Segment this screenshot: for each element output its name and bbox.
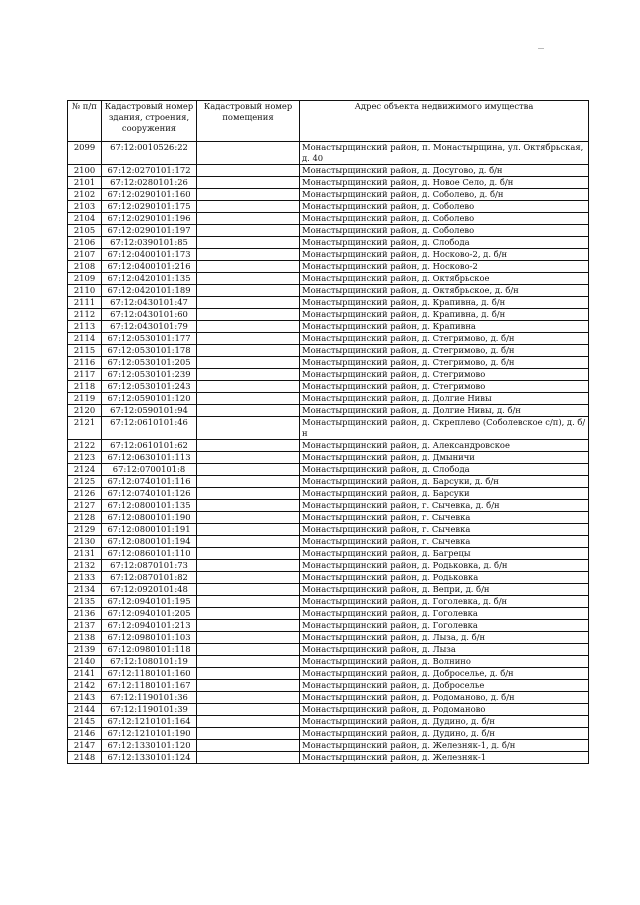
- row-number: 2115: [68, 345, 102, 357]
- property-address: Монастырщинский район, д. Гоголевка: [300, 608, 589, 620]
- property-address: Монастырщинский район, д. Доброселье: [300, 680, 589, 692]
- row-number: 2114: [68, 333, 102, 345]
- cadastral-building-number: 67:12:0280101:26: [102, 177, 197, 189]
- table-row: [68, 644, 589, 656]
- cadastral-building-number: 67:12:0920101:48: [102, 584, 197, 596]
- property-address: Монастырщинский район, д. Носково-2: [300, 261, 589, 273]
- cadastral-premises-number: [197, 213, 300, 225]
- cadastral-premises-number: [197, 369, 300, 381]
- cadastral-building-number: 67:12:0800101:135: [102, 500, 197, 512]
- cadastral-premises-number: [197, 488, 300, 500]
- cadastral-premises-number: [197, 321, 300, 333]
- cadastral-premises-number: [197, 620, 300, 632]
- cadastral-premises-number: [197, 345, 300, 357]
- cadastral-premises-number: [197, 668, 300, 680]
- cadastral-premises-number: [197, 201, 300, 213]
- table-row: [68, 213, 589, 225]
- cadastral-premises-number: [197, 584, 300, 596]
- header-cadastral-building: Кадастровый номер здания, строения, сооружения: [102, 101, 197, 142]
- table-row: [68, 512, 589, 524]
- table-row: [68, 381, 589, 393]
- cadastral-premises-number: [197, 692, 300, 704]
- row-number: 2133: [68, 572, 102, 584]
- cadastral-building-number: 67:12:0010526:22: [102, 142, 197, 165]
- row-number: 2148: [68, 752, 102, 764]
- property-address: Монастырщинский район, д. Дмыничи: [300, 452, 589, 464]
- table-row: [68, 608, 589, 620]
- cadastral-premises-number: [197, 452, 300, 464]
- property-address: Монастырщинский район, д. Слобода: [300, 464, 589, 476]
- cadastral-building-number: 67:12:0630101:113: [102, 452, 197, 464]
- table-row: [68, 452, 589, 464]
- row-number: 2132: [68, 560, 102, 572]
- table-row: [68, 189, 589, 201]
- cadastral-premises-number: [197, 249, 300, 261]
- row-number: 2124: [68, 464, 102, 476]
- property-address: Монастырщинский район, д. Багрецы: [300, 548, 589, 560]
- row-number: 2119: [68, 393, 102, 405]
- cadastral-premises-number: [197, 165, 300, 177]
- property-address: Монастырщинский район, д. Железняк-1, д. б/н: [300, 740, 589, 752]
- cadastral-building-number: 67:12:1190101:36: [102, 692, 197, 704]
- cadastral-building-number: 67:12:0940101:195: [102, 596, 197, 608]
- table-row: [68, 596, 589, 608]
- row-number: 2120: [68, 405, 102, 417]
- property-address: Монастырщинский район, д. Крапивна: [300, 321, 589, 333]
- cadastral-premises-number: [197, 656, 300, 668]
- cadastral-building-number: 67:12:0530101:178: [102, 345, 197, 357]
- cadastral-building-number: 67:12:0420101:135: [102, 273, 197, 285]
- cadastral-building-number: 67:12:0530101:243: [102, 381, 197, 393]
- cadastral-building-number: 67:12:1210101:164: [102, 716, 197, 728]
- row-number: 2100: [68, 165, 102, 177]
- property-address: Монастырщинский район, д. Долгие Нивы: [300, 393, 589, 405]
- cadastral-building-number: 67:12:0530101:177: [102, 333, 197, 345]
- row-number: 2111: [68, 297, 102, 309]
- row-number: 2134: [68, 584, 102, 596]
- property-address: Монастырщинский район, д. Соболево: [300, 213, 589, 225]
- row-number: 2145: [68, 716, 102, 728]
- table-row: [68, 680, 589, 692]
- row-number: 2144: [68, 704, 102, 716]
- row-number: 2123: [68, 452, 102, 464]
- property-address: Монастырщинский район, д. Стегримово, д. б/н: [300, 345, 589, 357]
- property-address: Монастырщинский район, д. Волнино: [300, 656, 589, 668]
- property-address: Монастырщинский район, д. Соболево: [300, 201, 589, 213]
- cadastral-building-number: 67:12:0610101:62: [102, 440, 197, 452]
- table-row: [68, 536, 589, 548]
- property-address: Монастырщинский район, д. Железняк-1: [300, 752, 589, 764]
- cadastral-building-number: 67:12:0400101:173: [102, 249, 197, 261]
- cadastral-premises-number: [197, 273, 300, 285]
- cadastral-premises-number: [197, 405, 300, 417]
- property-address: Монастырщинский район, д. Новое Село, д. б/н: [300, 177, 589, 189]
- cadastral-premises-number: [197, 189, 300, 201]
- property-address: Монастырщинский район, д. Крапивна, д. б/н: [300, 309, 589, 321]
- cadastral-building-number: 67:12:0530101:239: [102, 369, 197, 381]
- row-number: 2137: [68, 620, 102, 632]
- cadastral-building-number: 67:12:0400101:216: [102, 261, 197, 273]
- table-row: [68, 500, 589, 512]
- cadastral-building-number: 67:12:1180101:160: [102, 668, 197, 680]
- row-number: 2110: [68, 285, 102, 297]
- table-row: [68, 165, 589, 177]
- row-number: 2129: [68, 524, 102, 536]
- property-address: Монастырщинский район, д. Долгие Нивы, д. б/н: [300, 405, 589, 417]
- row-number: 2117: [68, 369, 102, 381]
- table-row: [68, 225, 589, 237]
- table-row: [68, 177, 589, 189]
- cadastral-building-number: 67:12:0800101:191: [102, 524, 197, 536]
- cadastral-building-number: 67:12:0290101:197: [102, 225, 197, 237]
- cadastral-premises-number: [197, 560, 300, 572]
- cadastral-premises-number: [197, 728, 300, 740]
- cadastral-building-number: 67:12:0430101:47: [102, 297, 197, 309]
- row-number: 2125: [68, 476, 102, 488]
- row-number: 2127: [68, 500, 102, 512]
- property-address: Монастырщинский район, д. Родьковка: [300, 572, 589, 584]
- property-address: Монастырщинский район, д. Носково-2, д. б/н: [300, 249, 589, 261]
- table-row: [68, 476, 589, 488]
- row-number: 2109: [68, 273, 102, 285]
- row-number: 2099: [68, 142, 102, 165]
- row-number: 2122: [68, 440, 102, 452]
- cadastral-premises-number: [197, 536, 300, 548]
- property-address: Монастырщинский район, д. Лыза, д. б/н: [300, 632, 589, 644]
- cadastral-building-number: 67:12:0290101:196: [102, 213, 197, 225]
- table-row: [68, 632, 589, 644]
- cadastral-premises-number: [197, 417, 300, 440]
- table-row: [68, 297, 589, 309]
- property-address: Монастырщинский район, д. Родьковка, д. б/н: [300, 560, 589, 572]
- row-number: 2113: [68, 321, 102, 333]
- cadastral-building-number: 67:12:0290101:160: [102, 189, 197, 201]
- property-address: Монастырщинский район, г. Сычевка: [300, 512, 589, 524]
- cadastral-premises-number: [197, 225, 300, 237]
- row-number: 2116: [68, 357, 102, 369]
- property-address: Монастырщинский район, д. Барсуки, д. б/н: [300, 476, 589, 488]
- table-row: [68, 249, 589, 261]
- row-number: 2139: [68, 644, 102, 656]
- table-row: [68, 740, 589, 752]
- cadastral-premises-number: [197, 500, 300, 512]
- cadastral-building-number: 67:12:0800101:190: [102, 512, 197, 524]
- cadastral-building-number: 67:12:0980101:103: [102, 632, 197, 644]
- row-number: 2102: [68, 189, 102, 201]
- property-address: Монастырщинский район, д. Родомановo, д. б/н: [300, 692, 589, 704]
- cadastral-building-number: 67:12:0980101:118: [102, 644, 197, 656]
- cadastral-premises-number: [197, 142, 300, 165]
- table-row: [68, 142, 589, 165]
- cadastral-building-number: 67:12:0430101:60: [102, 309, 197, 321]
- table-row: [68, 584, 589, 596]
- cadastral-premises-number: [197, 261, 300, 273]
- table-row: [68, 345, 589, 357]
- cadastral-building-number: 67:12:0390101:85: [102, 237, 197, 249]
- table-row: [68, 357, 589, 369]
- property-address: Монастырщинский район, г. Сычевка: [300, 536, 589, 548]
- property-address: Монастырщинский район, д. Стегримово: [300, 369, 589, 381]
- cadastral-building-number: 67:12:0940101:205: [102, 608, 197, 620]
- row-number: 2138: [68, 632, 102, 644]
- property-address: Монастырщинский район, д. Стегримово: [300, 381, 589, 393]
- property-registry-table: [67, 100, 589, 764]
- table-row: [68, 369, 589, 381]
- property-address: Монастырщинский район, д. Соболево: [300, 225, 589, 237]
- cadastral-building-number: 67:12:0420101:189: [102, 285, 197, 297]
- row-number: 2126: [68, 488, 102, 500]
- row-number: 2130: [68, 536, 102, 548]
- cadastral-building-number: 67:12:1330101:124: [102, 752, 197, 764]
- property-address: Монастырщинский район, п. Монастырщина, ул. Октябрьская, д. 40: [300, 142, 589, 165]
- cadastral-building-number: 67:12:0800101:194: [102, 536, 197, 548]
- table-row: [68, 488, 589, 500]
- table-row: [68, 417, 589, 440]
- cadastral-building-number: 67:12:1330101:120: [102, 740, 197, 752]
- property-address: Монастырщинский район, д. Скреплево (Соболевское с/п), д. б/н: [300, 417, 589, 440]
- cadastral-building-number: 67:12:0610101:46: [102, 417, 197, 440]
- cadastral-premises-number: [197, 512, 300, 524]
- cadastral-building-number: 67:12:0430101:79: [102, 321, 197, 333]
- cadastral-premises-number: [197, 285, 300, 297]
- property-address: Монастырщинский район, д. Дудино, д. б/н: [300, 716, 589, 728]
- table-row: [68, 464, 589, 476]
- table-row: [68, 261, 589, 273]
- table-row: [68, 524, 589, 536]
- cadastral-premises-number: [197, 548, 300, 560]
- table-row: [68, 237, 589, 249]
- table-row: [68, 309, 589, 321]
- cadastral-premises-number: [197, 440, 300, 452]
- property-address: Монастырщинский район, г. Сычевка: [300, 524, 589, 536]
- header-num: № п/п: [68, 101, 102, 142]
- table-row: [68, 393, 589, 405]
- cadastral-building-number: 67:12:0870101:82: [102, 572, 197, 584]
- property-address: Монастырщинский район, д. Доброселье, д. б/н: [300, 668, 589, 680]
- property-address: Монастырщинский район, д. Барсуки: [300, 488, 589, 500]
- table-row: [68, 321, 589, 333]
- property-address: Монастырщинский район, д. Стегримово, д. б/н: [300, 357, 589, 369]
- property-address: Монастырщинский район, д. Соболево, д. б/н: [300, 189, 589, 201]
- property-address: Монастырщинский район, д. Октябрьское: [300, 273, 589, 285]
- cadastral-building-number: 67:12:0590101:94: [102, 405, 197, 417]
- row-number: 2143: [68, 692, 102, 704]
- table-row: [68, 285, 589, 297]
- cadastral-premises-number: [197, 297, 300, 309]
- row-number: 2107: [68, 249, 102, 261]
- cadastral-building-number: 67:12:1080101:19: [102, 656, 197, 668]
- row-number: 2136: [68, 608, 102, 620]
- table-row: [68, 704, 589, 716]
- cadastral-premises-number: [197, 704, 300, 716]
- property-address: Монастырщинский район, д. Крапивна, д. б/н: [300, 297, 589, 309]
- property-address: Монастырщинский район, д. Родоманово: [300, 704, 589, 716]
- row-number: 2141: [68, 668, 102, 680]
- scan-mark: [538, 48, 544, 49]
- property-address: Монастырщинский район, д. Александровское: [300, 440, 589, 452]
- cadastral-premises-number: [197, 237, 300, 249]
- cadastral-premises-number: [197, 596, 300, 608]
- cadastral-premises-number: [197, 608, 300, 620]
- table-row: [68, 560, 589, 572]
- table-row: [68, 440, 589, 452]
- table-body: [68, 142, 589, 764]
- table-header-row: [68, 101, 589, 142]
- property-address: Монастырщинский район, д. Октябрьское, д. б/н: [300, 285, 589, 297]
- cadastral-premises-number: [197, 524, 300, 536]
- property-address: Монастырщинский район, д. Дудино, д. б/н: [300, 728, 589, 740]
- table-row: [68, 333, 589, 345]
- table-row: [68, 201, 589, 213]
- property-address: Монастырщинский район, д. Стегримово, д. б/н: [300, 333, 589, 345]
- cadastral-building-number: 67:12:0700101:8: [102, 464, 197, 476]
- row-number: 2105: [68, 225, 102, 237]
- table-row: [68, 405, 589, 417]
- table-row: [68, 572, 589, 584]
- row-number: 2118: [68, 381, 102, 393]
- cadastral-premises-number: [197, 740, 300, 752]
- property-address: Монастырщинский район, д. Лыза: [300, 644, 589, 656]
- table-row: [68, 728, 589, 740]
- row-number: 2128: [68, 512, 102, 524]
- property-address: Монастырщинский район, д. Гоголевка, д. б/н: [300, 596, 589, 608]
- cadastral-premises-number: [197, 333, 300, 345]
- property-address: Монастырщинский район, д. Слобода: [300, 237, 589, 249]
- cadastral-premises-number: [197, 309, 300, 321]
- row-number: 2147: [68, 740, 102, 752]
- table-row: [68, 620, 589, 632]
- row-number: 2140: [68, 656, 102, 668]
- cadastral-building-number: 67:12:0860101:110: [102, 548, 197, 560]
- cadastral-building-number: 67:12:0270101:172: [102, 165, 197, 177]
- cadastral-premises-number: [197, 393, 300, 405]
- cadastral-building-number: 67:12:0530101:205: [102, 357, 197, 369]
- cadastral-premises-number: [197, 177, 300, 189]
- cadastral-building-number: 67:12:0870101:73: [102, 560, 197, 572]
- row-number: 2131: [68, 548, 102, 560]
- cadastral-premises-number: [197, 476, 300, 488]
- cadastral-premises-number: [197, 680, 300, 692]
- cadastral-premises-number: [197, 357, 300, 369]
- cadastral-building-number: 67:12:0740101:116: [102, 476, 197, 488]
- table-row: [68, 668, 589, 680]
- cadastral-building-number: 67:12:0940101:213: [102, 620, 197, 632]
- row-number: 2101: [68, 177, 102, 189]
- cadastral-premises-number: [197, 644, 300, 656]
- row-number: 2112: [68, 309, 102, 321]
- cadastral-building-number: 67:12:0740101:126: [102, 488, 197, 500]
- table-row: [68, 548, 589, 560]
- cadastral-premises-number: [197, 716, 300, 728]
- table-row: [68, 273, 589, 285]
- row-number: 2121: [68, 417, 102, 440]
- cadastral-premises-number: [197, 632, 300, 644]
- row-number: 2104: [68, 213, 102, 225]
- table-row: [68, 716, 589, 728]
- cadastral-building-number: 67:12:1190101:39: [102, 704, 197, 716]
- header-address: Адрес объекта недвижимого имущества: [300, 101, 589, 142]
- table-row: [68, 656, 589, 668]
- property-address: Монастырщинский район, д. Вепри, д. б/н: [300, 584, 589, 596]
- table-row: [68, 752, 589, 764]
- row-number: 2135: [68, 596, 102, 608]
- row-number: 2106: [68, 237, 102, 249]
- cadastral-building-number: 67:12:0590101:120: [102, 393, 197, 405]
- header-cadastral-premises: Кадастровый номер помещения: [197, 101, 300, 142]
- table-row: [68, 692, 589, 704]
- row-number: 2146: [68, 728, 102, 740]
- row-number: 2142: [68, 680, 102, 692]
- property-address: Монастырщинский район, д. Гоголевка: [300, 620, 589, 632]
- cadastral-building-number: 67:12:1210101:190: [102, 728, 197, 740]
- cadastral-premises-number: [197, 381, 300, 393]
- cadastral-premises-number: [197, 464, 300, 476]
- cadastral-premises-number: [197, 572, 300, 584]
- cadastral-building-number: 67:12:0290101:175: [102, 201, 197, 213]
- property-address: Монастырщинский район, д. Досугово, д. б/н: [300, 165, 589, 177]
- property-address: Монастырщинский район, г. Сычевка, д. б/н: [300, 500, 589, 512]
- cadastral-premises-number: [197, 752, 300, 764]
- cadastral-building-number: 67:12:1180101:167: [102, 680, 197, 692]
- row-number: 2103: [68, 201, 102, 213]
- row-number: 2108: [68, 261, 102, 273]
